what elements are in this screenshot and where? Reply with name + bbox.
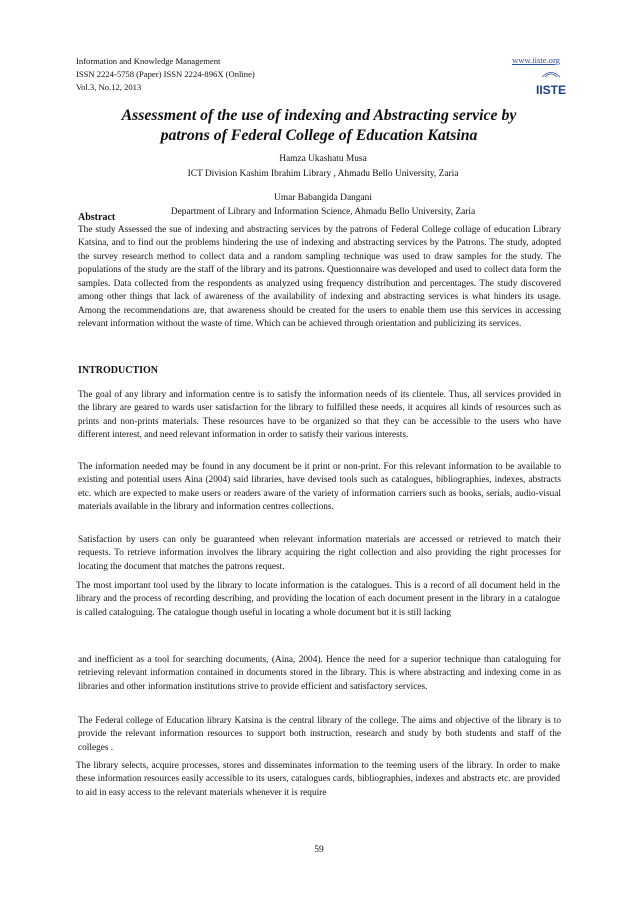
journal-url-link[interactable]: www.iiste.org [512,55,560,65]
issn-line: ISSN 2224-5758 (Paper) ISSN 2224-896X (Online) [76,69,255,79]
body-paragraph: The information needed may be found in any document be it print or non-print. For this relevant information to be available to existing and potential users Aina (2004) said libraries, have devised tools such as catalogues, bibliographies, indexes, abstracts etc. which are expected to make users or readers aware of the variety of information carriers such as books, serials, audio-visual materials available in the library and information centres collections. [78,462,561,513]
author-name: Hamza Ukashatu Musa [279,154,367,164]
abstract-text: The study Assessed the sue of indexing and abstracting services by the patrons of Federal College collage of education Library Katsina, and to find out the problems hindering the use of indexing and abstracting services by the Patrons. The study, adopted the survey research method to collect data and a random sampling technique was used to draw samples for the study. The populations of the study are the staff of the library and its patrons. Questionnaire was developed and used to collect data form the samples. Data collected from the respondents as analyzed using frequency distribution and percentages. The study discovered among other things that lack of awareness of the availability of indexing and abstracting services is what hinders its usage. Among the recommendations are, that awareness should be created for the users to enable them use this services in accessing relevant information without the waste of time. Which can be achieved through orientation and publicizing its services. [78,225,561,330]
title-line-2: patrons of Federal College of Education Katsina [160,127,478,144]
body-paragraph: Satisfaction by users can only be guaranteed when relevant information materials are accessed or retrieved to match their requests. To retrieve information involves the library acquiring the right collection and also providing the right processes for locating the document that matches the patrons request. [78,535,561,572]
author-name: Umar Babangida Dangani [274,193,372,203]
author-affiliation: Department of Library and Information Science, Ahmadu Bello University, Zaria [170,207,476,217]
page-number: 59 [314,845,324,855]
abstract-heading: Abstract [78,212,116,223]
body-paragraph: The library selects, acquire processes, stores and disseminates information to the teeming users of the library. In order to make these information resources easily accessible to its users, catalogues cards, bibliographies, indexes and abstracts etc. are provided to aid in easy access to the relevant materials whenever it is require [76,761,560,798]
introduction-heading: INTRODUCTION [78,365,159,376]
author-affiliation: ICT Division Kashim Ibrahim Library , Ahmadu Bello University, Zaria [187,169,459,179]
paper-title [70,106,568,146]
title-line-1: Assessment of the use of indexing and Abstracting service by [121,107,517,124]
volume-line: Vol.3, No.12, 2013 [76,82,142,92]
body-paragraph: The most important tool used by the library to locate information is the catalogues. This is a record of all document held in the library and the process of recording describing, and providing the location of each document present in the library in a catalogue is called cataloguing. The catalogue though useful in locating a whole document but it is still lacking [76,581,560,618]
body-paragraph: and inefficient as a tool for searching documents, (Aina, 2004). Hence the need for a superior technique than cataloguing for retrieving relevant information contained in documents stored in the library. This is where abstracting and indexing come in as libraries and other information institutions strive to provide efficient and satisfactory services. [78,655,561,692]
journal-header [76,55,255,94]
svg-text:IISTE: IISTE [535,83,567,97]
body-paragraph: The goal of any library and information centre is to satisfy the information needs of its clientele. Thus, all services provided in the library are geared to wards user satisfaction for the library to fulfilled these needs, it acquires all kinds of resources such as prints and non-prints materials. These resources have to be organized so that they can be accessible to the users who have different interest, and need relevant information in order to satisfy their various interests. [78,390,561,441]
iiste-logo [532,68,570,98]
body-paragraph: The Federal college of Education library Katsina is the central library of the college. The aims and objective of the library is to provide the relevant information resources to support both instruction, research and study by both students and staff of the colleges . [78,716,561,753]
journal-name: Information and Knowledge Management [76,56,221,66]
